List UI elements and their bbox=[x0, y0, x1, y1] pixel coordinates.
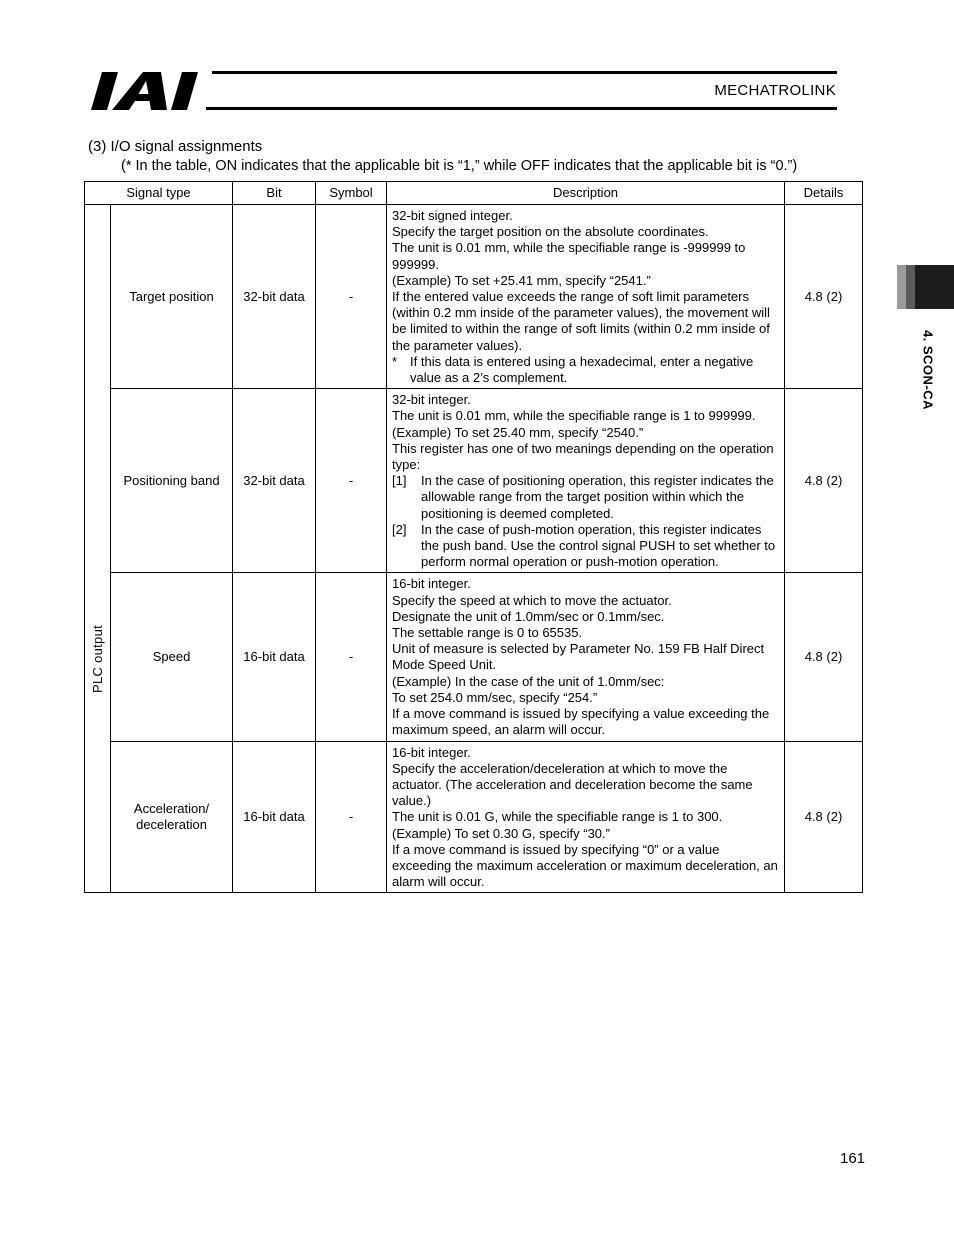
header-rule-bottom bbox=[206, 107, 837, 110]
chapter-tab-stripe-light bbox=[897, 265, 906, 309]
bit-cell: 32-bit data bbox=[233, 205, 316, 389]
list-marker: [2] bbox=[392, 521, 407, 537]
description-line: 16-bit integer. bbox=[392, 576, 471, 592]
description-line: Specify the target position on the absolute coordinates. bbox=[392, 224, 709, 240]
details-cell: 4.8 (2) bbox=[785, 205, 863, 389]
section-title: (3) I/O signal assignments bbox=[88, 138, 263, 155]
table-header-row bbox=[85, 182, 863, 205]
col-header-bit: Bit bbox=[233, 182, 316, 205]
description-line: To set 254.0 mm/sec, specify “254.” bbox=[392, 689, 598, 705]
table-row bbox=[85, 205, 863, 389]
header-title: MECHATROLINK bbox=[714, 82, 836, 99]
page-number: 161 bbox=[840, 1150, 866, 1167]
details-cell: 4.8 (2) bbox=[785, 573, 863, 741]
description-line: (Example) To set 25.40 mm, specify “2540.” bbox=[392, 424, 644, 440]
symbol-cell: - bbox=[316, 389, 387, 573]
description-line: The settable range is 0 to 65535. bbox=[392, 625, 583, 641]
description-line: 32-bit signed integer. bbox=[392, 208, 513, 223]
header-rule-top bbox=[212, 71, 837, 74]
iai-logo bbox=[88, 72, 206, 112]
chapter-tab-stripe-mid bbox=[906, 265, 915, 309]
description-cell bbox=[387, 205, 785, 389]
signal-type-line: Acceleration/ bbox=[133, 800, 210, 816]
description-line: (Example) To set 0.30 G, specify “30.” bbox=[392, 825, 610, 841]
symbol-cell: - bbox=[316, 205, 387, 389]
col-header-details: Details bbox=[785, 182, 863, 205]
description-note bbox=[392, 354, 780, 386]
description-line: The unit is 0.01 mm, while the specifiable range is -999999 to 999999. bbox=[392, 240, 746, 272]
description-line: The unit is 0.01 G, while the specifiable range is 1 to 300. bbox=[392, 809, 723, 825]
description-list-item bbox=[392, 522, 780, 571]
description-cell bbox=[387, 389, 785, 573]
col-header-symbol: Symbol bbox=[316, 182, 387, 205]
description-line: Unit of measure is selected by Parameter No. 159 FB Half Direct Mode Speed Unit. bbox=[392, 641, 765, 673]
signal-type-cell bbox=[111, 741, 233, 893]
description-line: 16-bit integer. bbox=[392, 744, 471, 760]
description-cell bbox=[387, 741, 785, 893]
note-text: If this data is entered using a hexadecimal, enter a negative value as a 2’s complement. bbox=[410, 353, 754, 386]
section-note: (* In the table, ON indicates that the applicable bit is “1,” while OFF indicates that the applicable bit is “0.”) bbox=[121, 158, 798, 174]
description-line: (Example) To set +25.41 mm, specify “2541.” bbox=[392, 272, 651, 288]
chapter-tab-block bbox=[915, 265, 954, 309]
note-mark: * bbox=[392, 353, 398, 369]
signal-type-cell: Target position bbox=[111, 205, 233, 389]
description-line: Specify the acceleration/deceleration at which to move the actuator. (The acceleration and deceleration become the same value.) bbox=[392, 760, 753, 809]
description-line: Designate the unit of 1.0mm/sec or 0.1mm/sec. bbox=[392, 608, 665, 624]
group-cell-plc-output bbox=[85, 205, 111, 893]
group-label: PLC output bbox=[89, 624, 105, 693]
signal-type-line: deceleration bbox=[136, 816, 207, 832]
bit-cell: 32-bit data bbox=[233, 389, 316, 573]
description-line: The unit is 0.01 mm, while the specifiable range is 1 to 999999. bbox=[392, 408, 756, 424]
description-line: If the entered value exceeds the range of soft limit parameters (within 0.2 mm inside of the parameter values), the movement will be limited to within the range of soft limits (within 0.2 mm inside of the parameter values). bbox=[392, 289, 770, 353]
list-item-text: In the case of push-motion operation, this register indicates the push band. Use the control signal PUSH to set whether to perform normal operation or push-motion operation. bbox=[421, 521, 776, 570]
col-header-signal-type: Signal type bbox=[85, 182, 233, 205]
col-header-description: Description bbox=[387, 182, 785, 205]
description-line: This register has one of two meanings depending on the operation type: bbox=[392, 440, 774, 473]
description-line: (Example) In the case of the unit of 1.0mm/sec: bbox=[392, 673, 665, 689]
details-cell: 4.8 (2) bbox=[785, 741, 863, 893]
signal-type-cell: Speed bbox=[111, 573, 233, 741]
table-row bbox=[85, 389, 863, 573]
description-line: If a move command is issued by specifying “0” or a value exceeding the maximum acceleration or maximum deceleration, an alarm will occur. bbox=[392, 841, 778, 890]
symbol-cell: - bbox=[316, 573, 387, 741]
description-line: If a move command is issued by specifying a value exceeding the maximum speed, an alarm will occur. bbox=[392, 706, 770, 738]
details-cell: 4.8 (2) bbox=[785, 389, 863, 573]
chapter-tab-marker bbox=[897, 265, 954, 309]
symbol-cell: - bbox=[316, 741, 387, 893]
io-signal-table bbox=[84, 181, 863, 893]
list-marker: [1] bbox=[392, 473, 407, 489]
list-item-text: In the case of positioning operation, this register indicates the allowable range from the target position within which the positioning is deemed completed. bbox=[421, 473, 774, 521]
bit-cell: 16-bit data bbox=[233, 573, 316, 741]
table-row bbox=[85, 741, 863, 893]
chapter-label: 4. SCON-CA bbox=[920, 329, 936, 411]
description-line: Specify the speed at which to move the actuator. bbox=[392, 592, 672, 608]
signal-type-cell: Positioning band bbox=[111, 389, 233, 573]
bit-cell: 16-bit data bbox=[233, 741, 316, 893]
table-row bbox=[85, 573, 863, 741]
description-cell bbox=[387, 573, 785, 741]
description-list-item bbox=[392, 473, 780, 522]
description-line: 32-bit integer. bbox=[392, 392, 471, 408]
